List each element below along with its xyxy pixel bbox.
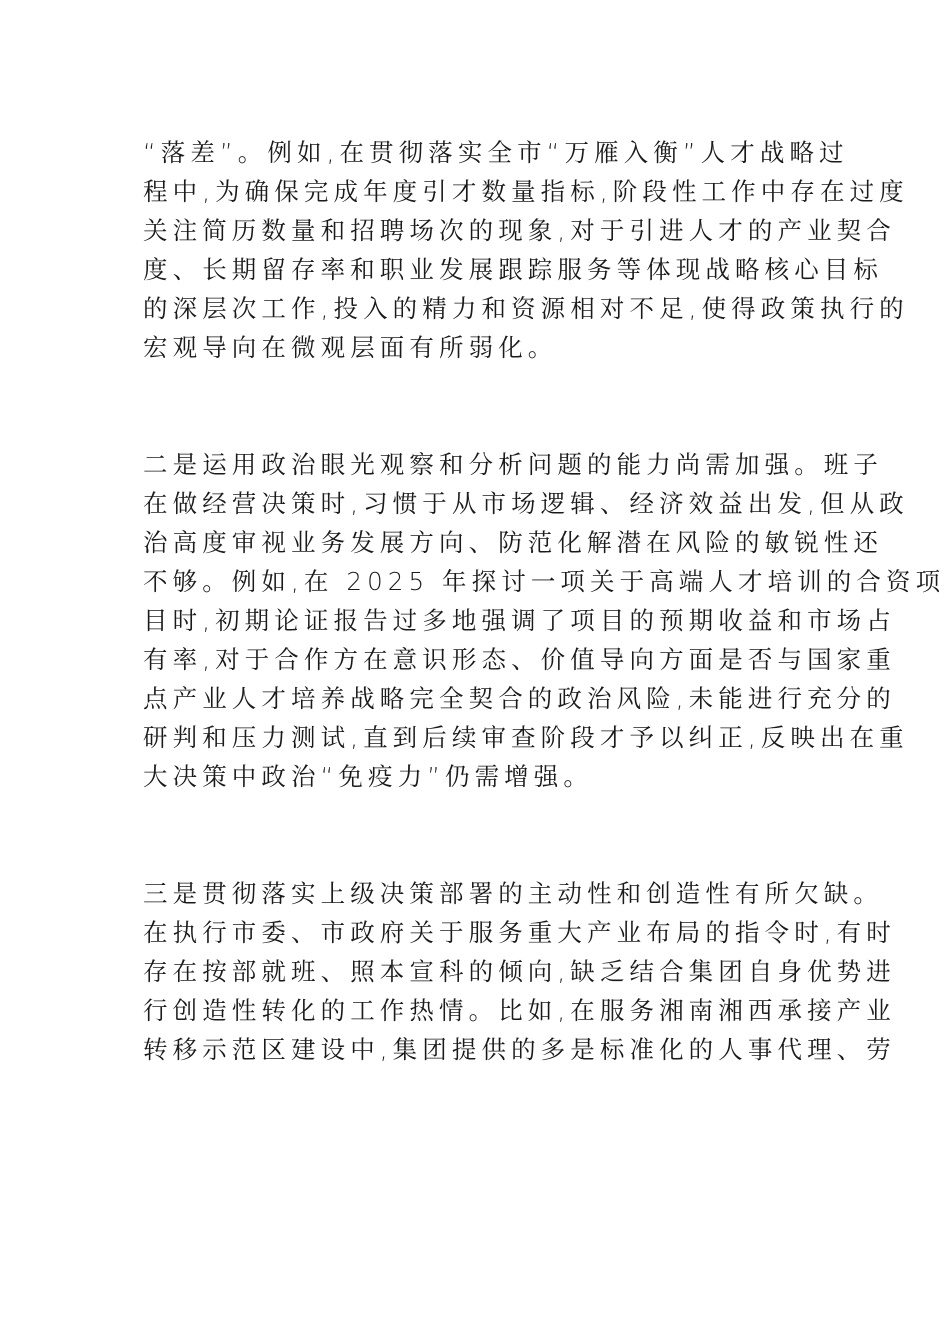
- text-line: 关注简历数量和招聘场次的现象,对于引进人才的产业契合: [143, 216, 896, 245]
- text-line: 研判和压力测试,直到后续审查阶段才予以纠正,反映出在重: [143, 723, 909, 752]
- text-line: 有率,对于合作方在意识形态、价值导向方面是否与国家重: [143, 645, 896, 674]
- text-line: 在执行市委、市政府关于服务重大产业布局的指令时,有时: [143, 918, 896, 947]
- text-line: 程中,为确保完成年度引才数量指标,阶段性工作中存在过度: [143, 177, 909, 206]
- document-page: [143, 133, 946, 1069]
- text-line: 存在按部就班、照本宣科的倾向,缺乏结合集团自身优势进: [143, 957, 896, 986]
- text-line: 大决策中政治“免疫力”仍需增强。: [143, 762, 593, 791]
- text-line: “落差”。例如,在贯彻落实全市“万雁入衡”人才战略过: [143, 138, 849, 167]
- paragraph-spacer: [143, 367, 809, 406]
- text-line: 行创造性转化的工作热情。比如,在服务湘南湘西承接产业: [143, 996, 896, 1025]
- paragraph-spacer: [143, 406, 809, 445]
- text-line: 三是贯彻落实上级决策部署的主动性和创造性有所欠缺。: [143, 879, 883, 908]
- text-line: 的深层次工作,投入的精力和资源相对不足,使得政策执行的: [143, 294, 909, 323]
- text-line: 不够。例如,在 2025 年探讨一项关于高端人才培训的合资项: [143, 567, 946, 596]
- text-line: 度、长期留存率和职业发展跟踪服务等体现战略核心目标: [143, 255, 883, 284]
- text-line: 宏观导向在微观层面有所弱化。: [143, 333, 558, 362]
- paragraph-spacer: [143, 796, 809, 835]
- paragraph-political-vision: [143, 445, 946, 796]
- paragraph-initiative-creativity: [143, 874, 896, 1069]
- paragraph-spacer: [143, 835, 809, 874]
- text-line: 目时,初期论证报告过多地强调了项目的预期收益和市场占: [143, 606, 896, 635]
- text-line: 在做经营决策时,习惯于从市场逻辑、经济效益出发,但从政: [143, 489, 909, 518]
- paragraph-talent-strategy: [143, 133, 909, 367]
- text-line: 治高度审视业务发展方向、防范化解潜在风险的敏锐性还: [143, 528, 883, 557]
- text-line: 转移示范区建设中,集团提供的多是标准化的人事代理、劳: [143, 1035, 896, 1064]
- text-line: 二是运用政治眼光观察和分析问题的能力尚需加强。班子: [143, 450, 883, 479]
- text-line: 点产业人才培养战略完全契合的政治风险,未能进行充分的: [143, 684, 896, 713]
